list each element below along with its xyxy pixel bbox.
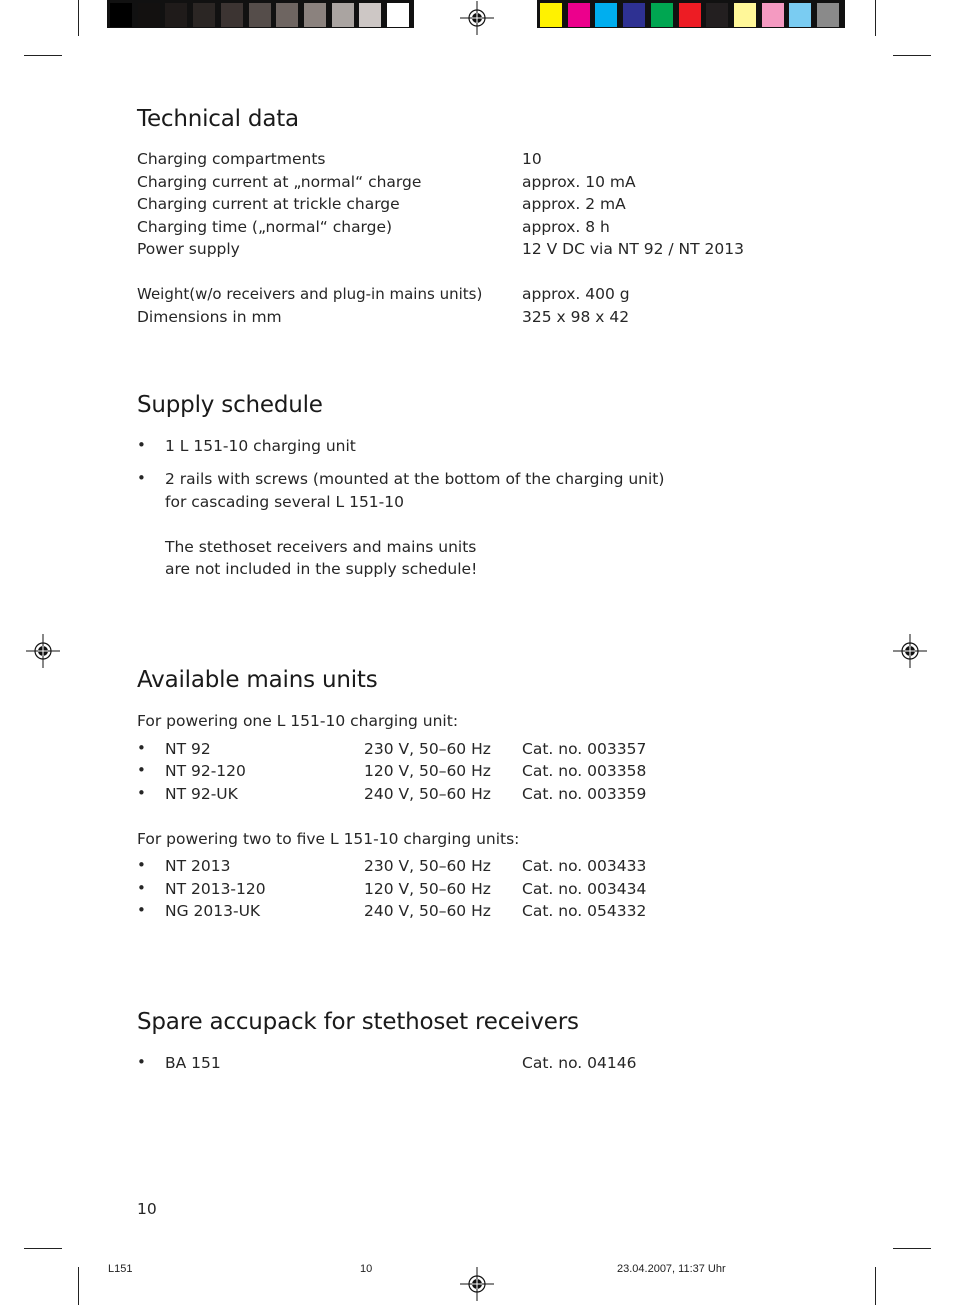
color-swatch — [359, 3, 381, 27]
color-swatch — [679, 3, 701, 27]
spare-accupack-heading: Spare accupack for stethoset receivers — [137, 1009, 579, 1035]
unit-model: NG 2013-UK — [165, 902, 261, 920]
color-swatch — [595, 3, 617, 27]
supply-schedule-heading: Supply schedule — [137, 392, 323, 418]
color-swatch — [332, 3, 354, 27]
tech-row-value: approx. 8 h — [522, 218, 610, 236]
unit-cat-no: Cat. no. 003357 — [522, 740, 647, 758]
bullet-icon: • — [137, 436, 146, 454]
color-swatch — [387, 3, 409, 27]
supply-note: are not included in the supply schedule! — [165, 560, 478, 578]
crop-mark — [78, 1267, 79, 1305]
group-intro: For powering two to five L 151-10 charging units: — [137, 830, 520, 848]
color-swatch — [734, 3, 756, 27]
registration-mark-icon — [460, 1, 494, 35]
gray-color-bar — [107, 0, 414, 28]
accupack-model: BA 151 — [165, 1054, 221, 1072]
page-number: 10 — [137, 1200, 157, 1218]
color-swatch — [249, 3, 271, 27]
bullet-icon: • — [137, 879, 146, 897]
color-swatch — [762, 3, 784, 27]
registration-mark-icon — [893, 634, 927, 668]
color-swatch — [110, 3, 132, 27]
footer-file-name: L151 — [108, 1263, 133, 1275]
color-swatch — [138, 3, 160, 27]
tech-row-value: approx. 2 mA — [522, 195, 626, 213]
crop-mark — [875, 1267, 876, 1305]
bullet-icon: • — [137, 469, 146, 487]
tech-row-value: 325 x 98 x 42 — [522, 308, 630, 326]
list-item: 2 rails with screws (mounted at the bottom of the charging unit) — [165, 470, 665, 488]
unit-spec: 120 V, 50–60 Hz — [364, 880, 491, 898]
crop-mark — [893, 55, 931, 56]
list-item: 1 L 151-10 charging unit — [165, 437, 356, 455]
tech-row-label: Charging current at „normal“ charge — [137, 173, 422, 191]
color-swatch — [193, 3, 215, 27]
unit-spec: 240 V, 50–60 Hz — [364, 785, 491, 803]
color-swatch — [789, 3, 811, 27]
color-swatch — [817, 3, 839, 27]
color-swatch — [276, 3, 298, 27]
bullet-icon: • — [137, 901, 146, 919]
crop-mark — [893, 1248, 931, 1249]
tech-row-value: approx. 10 mA — [522, 173, 636, 191]
tech-row-label: Weight(w/o receivers and plug-in mains units) — [137, 285, 483, 303]
bullet-icon: • — [137, 1053, 146, 1071]
color-swatch — [304, 3, 326, 27]
list-item-continuation: for cascading several L 151-10 — [165, 493, 404, 511]
tech-row-label: Charging compartments — [137, 150, 326, 168]
bullet-icon: • — [137, 761, 146, 779]
bullet-icon: • — [137, 739, 146, 757]
registration-mark-icon — [460, 1267, 494, 1301]
supply-note: The stethoset receivers and mains units — [165, 538, 477, 556]
unit-model: NT 2013 — [165, 857, 231, 875]
process-color-bar — [537, 0, 845, 28]
unit-spec: 120 V, 50–60 Hz — [364, 762, 491, 780]
unit-cat-no: Cat. no. 003358 — [522, 762, 647, 780]
tech-row-value: 12 V DC via NT 92 / NT 2013 — [522, 240, 744, 258]
bullet-icon: • — [137, 784, 146, 802]
crop-mark — [78, 0, 79, 36]
color-swatch — [651, 3, 673, 27]
color-swatch — [221, 3, 243, 27]
unit-model: NT 92 — [165, 740, 211, 758]
crop-mark — [875, 0, 876, 36]
tech-row-label: Charging current at trickle charge — [137, 195, 400, 213]
unit-model: NT 2013-120 — [165, 880, 266, 898]
unit-cat-no: Cat. no. 003359 — [522, 785, 647, 803]
footer-timestamp: 23.04.2007, 11:37 Uhr — [617, 1263, 726, 1275]
crop-mark — [24, 1248, 62, 1249]
unit-cat-no: Cat. no. 003433 — [522, 857, 647, 875]
tech-row-value: approx. 400 g — [522, 285, 630, 303]
unit-model: NT 92-120 — [165, 762, 246, 780]
color-swatch — [706, 3, 728, 27]
color-swatch — [540, 3, 562, 27]
accupack-cat-no: Cat. no. 04146 — [522, 1054, 637, 1072]
unit-cat-no: Cat. no. 003434 — [522, 880, 647, 898]
color-swatch — [623, 3, 645, 27]
footer-page: 10 — [360, 1263, 373, 1275]
color-swatch — [568, 3, 590, 27]
tech-row-label: Charging time („normal“ charge) — [137, 218, 393, 236]
unit-model: NT 92-UK — [165, 785, 238, 803]
unit-cat-no: Cat. no. 054332 — [522, 902, 647, 920]
unit-spec: 240 V, 50–60 Hz — [364, 902, 491, 920]
tech-row-label: Power supply — [137, 240, 240, 258]
group-intro: For powering one L 151-10 charging unit: — [137, 712, 459, 730]
unit-spec: 230 V, 50–60 Hz — [364, 857, 491, 875]
tech-row-label: Dimensions in mm — [137, 308, 282, 326]
registration-mark-icon — [26, 634, 60, 668]
crop-mark — [24, 55, 62, 56]
tech-row-value: 10 — [522, 150, 542, 168]
bullet-icon: • — [137, 856, 146, 874]
color-swatch — [165, 3, 187, 27]
unit-spec: 230 V, 50–60 Hz — [364, 740, 491, 758]
technical-data-heading: Technical data — [137, 106, 299, 132]
mains-units-heading: Available mains units — [137, 667, 378, 693]
